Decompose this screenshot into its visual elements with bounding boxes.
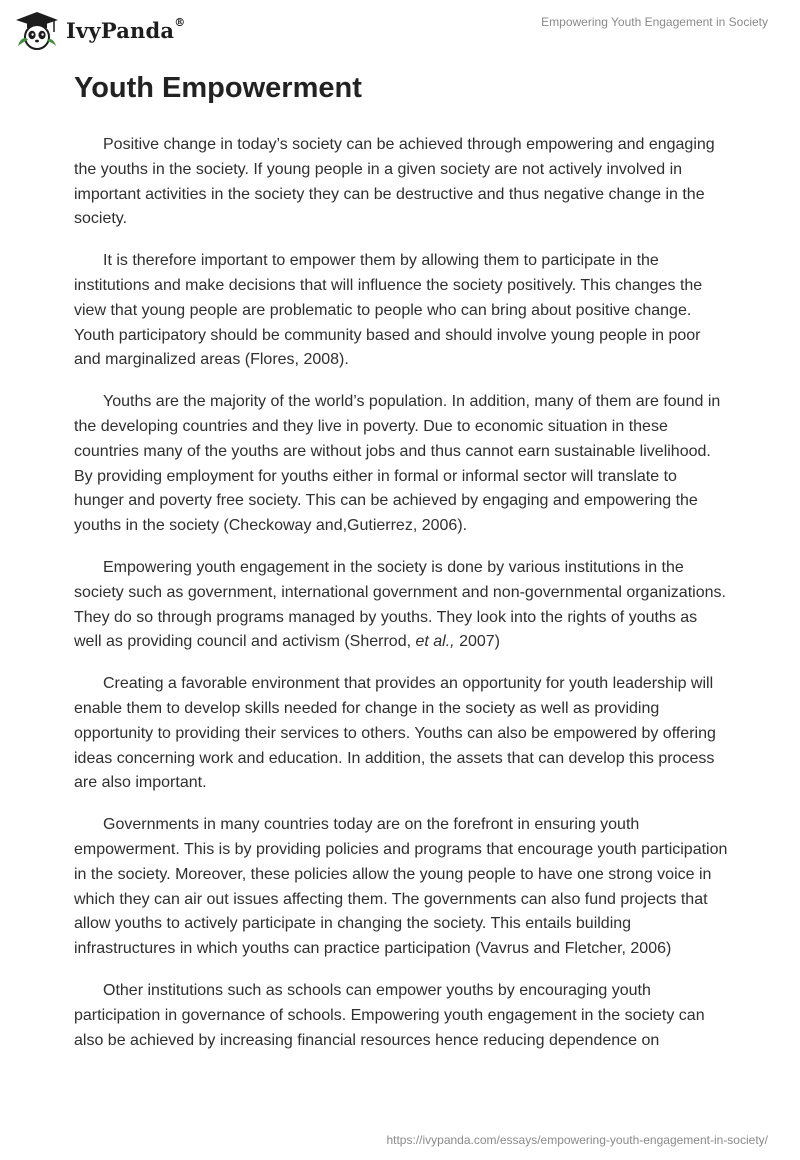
citation-italic: et al., (415, 633, 455, 651)
paragraph: It is therefore important to empower them by allowing them to participate in the institutions and make decisions that will influence the society positively. This changes the view that young people are problematic to people who can bring about positive change. Youth participatory should be community based and should involve young people in poor and marginalized areas (Flores, 2008). (74, 252, 703, 369)
page-header (0, 0, 800, 64)
page-title: Youth Empowerment (74, 72, 362, 104)
paragraph: Governments in many countries today are on the forefront in ensuring youth empowerment. This is by providing policies and programs that encourage youth participation in the society. Moreover, these policies allow the young people to have one strong voice in which they can air out issues affecting them. The governments can also fund projects that allow youths to actively participate in changing the society. This entails building infrastructures in which youths can practice participation (Vavrus and Fletcher, 2006) (74, 816, 728, 958)
paragraph-text: 2007) (454, 633, 500, 651)
brand-logo[interactable] (14, 10, 185, 50)
document-title: Empowering Youth Engagement in Society (541, 15, 768, 29)
paragraph: Creating a favorable environment that provides an opportunity for youth leadership will enable them to develop skills needed for change in the society as well as providing opportunity to providing their services to others. Youths can also be empowered by offering ideas concerning work and education. In addition, the assets that can develop this process are also important. (74, 675, 716, 792)
source-url-link[interactable]: https://ivypanda.com/essays/empowering-youth-engagement-in-society/ (386, 1133, 768, 1147)
panda-graduate-logo-icon (14, 10, 60, 50)
paragraph: Other institutions such as schools can empower youths by encouraging youth participation in governance of schools. Empowering youth engagement in the society can also be achieved by increasing financial resources hence reducing dependence on (74, 981, 705, 1049)
paragraph-text: Empowering youth engagement in the society is done by various institutions in the society such as government, international government and non-governmental organizations. They do so through programs managed by youths. They look into the rights of youths as well as providing council and activism (Sherrod, (74, 558, 726, 651)
paragraph: Positive change in today’s society can be achieved through empowering and engaging the youths in the society. If young people in a given society are not actively involved in important activities in the society they can be destructive and thus negative change in the society. (74, 136, 715, 228)
brand-name: IvyPanda® (66, 15, 186, 43)
article-body (74, 133, 728, 1070)
paragraph (74, 556, 728, 655)
paragraph: Youths are the majority of the world’s population. In addition, many of them are found in the developing countries and they live in poverty. Due to economic situation in these countries many of the youths are without jobs and thus cannot earn sustainable livelihood. By providing employment for youths either in formal or informal sector will translate to hunger and poverty free society. This can be achieved by engaging and empowering the youths in the society (Checkoway and,Gutierrez, 2006). (74, 393, 721, 535)
